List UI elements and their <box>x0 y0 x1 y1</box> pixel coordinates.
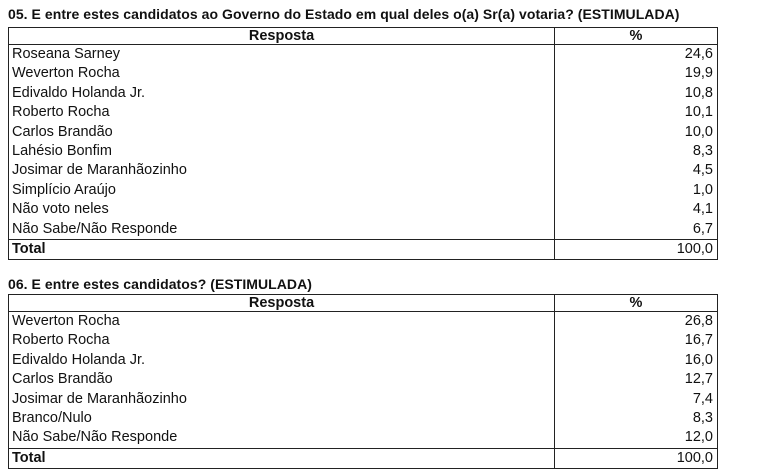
table-header-row <box>9 28 718 45</box>
column-header-resposta: Resposta <box>9 28 555 45</box>
answer-label: Josimar de Maranhãozinho <box>9 390 555 409</box>
table-row <box>9 84 718 103</box>
question-06-title: 06. E entre estes candidatos? (ESTIMULADA) <box>8 276 312 292</box>
answer-percent: 10,0 <box>555 123 718 142</box>
table-row <box>9 331 718 350</box>
answer-percent: 24,6 <box>555 45 718 65</box>
answer-label: Lahésio Bonfim <box>9 142 555 161</box>
table-row <box>9 390 718 409</box>
table-header-row <box>9 295 718 312</box>
answer-label: Edivaldo Holanda Jr. <box>9 351 555 370</box>
column-header-resposta: Resposta <box>9 295 555 312</box>
table-row <box>9 161 718 180</box>
total-row <box>9 240 718 260</box>
answer-percent: 12,0 <box>555 428 718 448</box>
table-row <box>9 181 718 200</box>
answer-percent: 7,4 <box>555 390 718 409</box>
answer-percent: 12,7 <box>555 370 718 389</box>
answer-label: Simplício Araújo <box>9 181 555 200</box>
question-05-table <box>8 27 718 260</box>
total-label: Total <box>9 240 555 260</box>
table-row <box>9 123 718 142</box>
answer-label: Roberto Rocha <box>9 103 555 122</box>
table-row <box>9 351 718 370</box>
table-row <box>9 312 718 332</box>
total-value: 100,0 <box>555 448 718 468</box>
answer-label: Branco/Nulo <box>9 409 555 428</box>
table-row <box>9 200 718 219</box>
answer-percent: 8,3 <box>555 409 718 428</box>
answer-label: Weverton Rocha <box>9 64 555 83</box>
answer-percent: 19,9 <box>555 64 718 83</box>
question-06-table <box>8 294 718 469</box>
question-05-title: 05. E entre estes candidatos ao Governo do Estado em qual deles o(a) Sr(a) votaria? (ESTIMULADA) <box>8 6 680 22</box>
answer-label: Não voto neles <box>9 200 555 219</box>
answer-percent: 6,7 <box>555 220 718 240</box>
answer-percent: 26,8 <box>555 312 718 332</box>
answer-label: Roberto Rocha <box>9 331 555 350</box>
table-row <box>9 45 718 65</box>
total-row <box>9 448 718 468</box>
total-value: 100,0 <box>555 240 718 260</box>
answer-percent: 1,0 <box>555 181 718 200</box>
question-06-rows <box>9 312 718 469</box>
answer-label: Não Sabe/Não Responde <box>9 220 555 240</box>
table-row <box>9 370 718 389</box>
column-header-percent: % <box>555 28 718 45</box>
table-row <box>9 64 718 83</box>
table-row <box>9 409 718 428</box>
answer-label: Josimar de Maranhãozinho <box>9 161 555 180</box>
answer-percent: 4,1 <box>555 200 718 219</box>
answer-label: Edivaldo Holanda Jr. <box>9 84 555 103</box>
table-row <box>9 142 718 161</box>
question-05-rows <box>9 45 718 260</box>
answer-percent: 16,7 <box>555 331 718 350</box>
answer-percent: 16,0 <box>555 351 718 370</box>
answer-label: Carlos Brandão <box>9 123 555 142</box>
answer-label: Weverton Rocha <box>9 312 555 332</box>
answer-percent: 10,1 <box>555 103 718 122</box>
total-label: Total <box>9 448 555 468</box>
table-row <box>9 428 718 448</box>
answer-percent: 10,8 <box>555 84 718 103</box>
column-header-percent: % <box>555 295 718 312</box>
table-row <box>9 103 718 122</box>
answer-label: Roseana Sarney <box>9 45 555 65</box>
answer-percent: 4,5 <box>555 161 718 180</box>
answer-percent: 8,3 <box>555 142 718 161</box>
answer-label: Carlos Brandão <box>9 370 555 389</box>
answer-label: Não Sabe/Não Responde <box>9 428 555 448</box>
table-row <box>9 220 718 240</box>
